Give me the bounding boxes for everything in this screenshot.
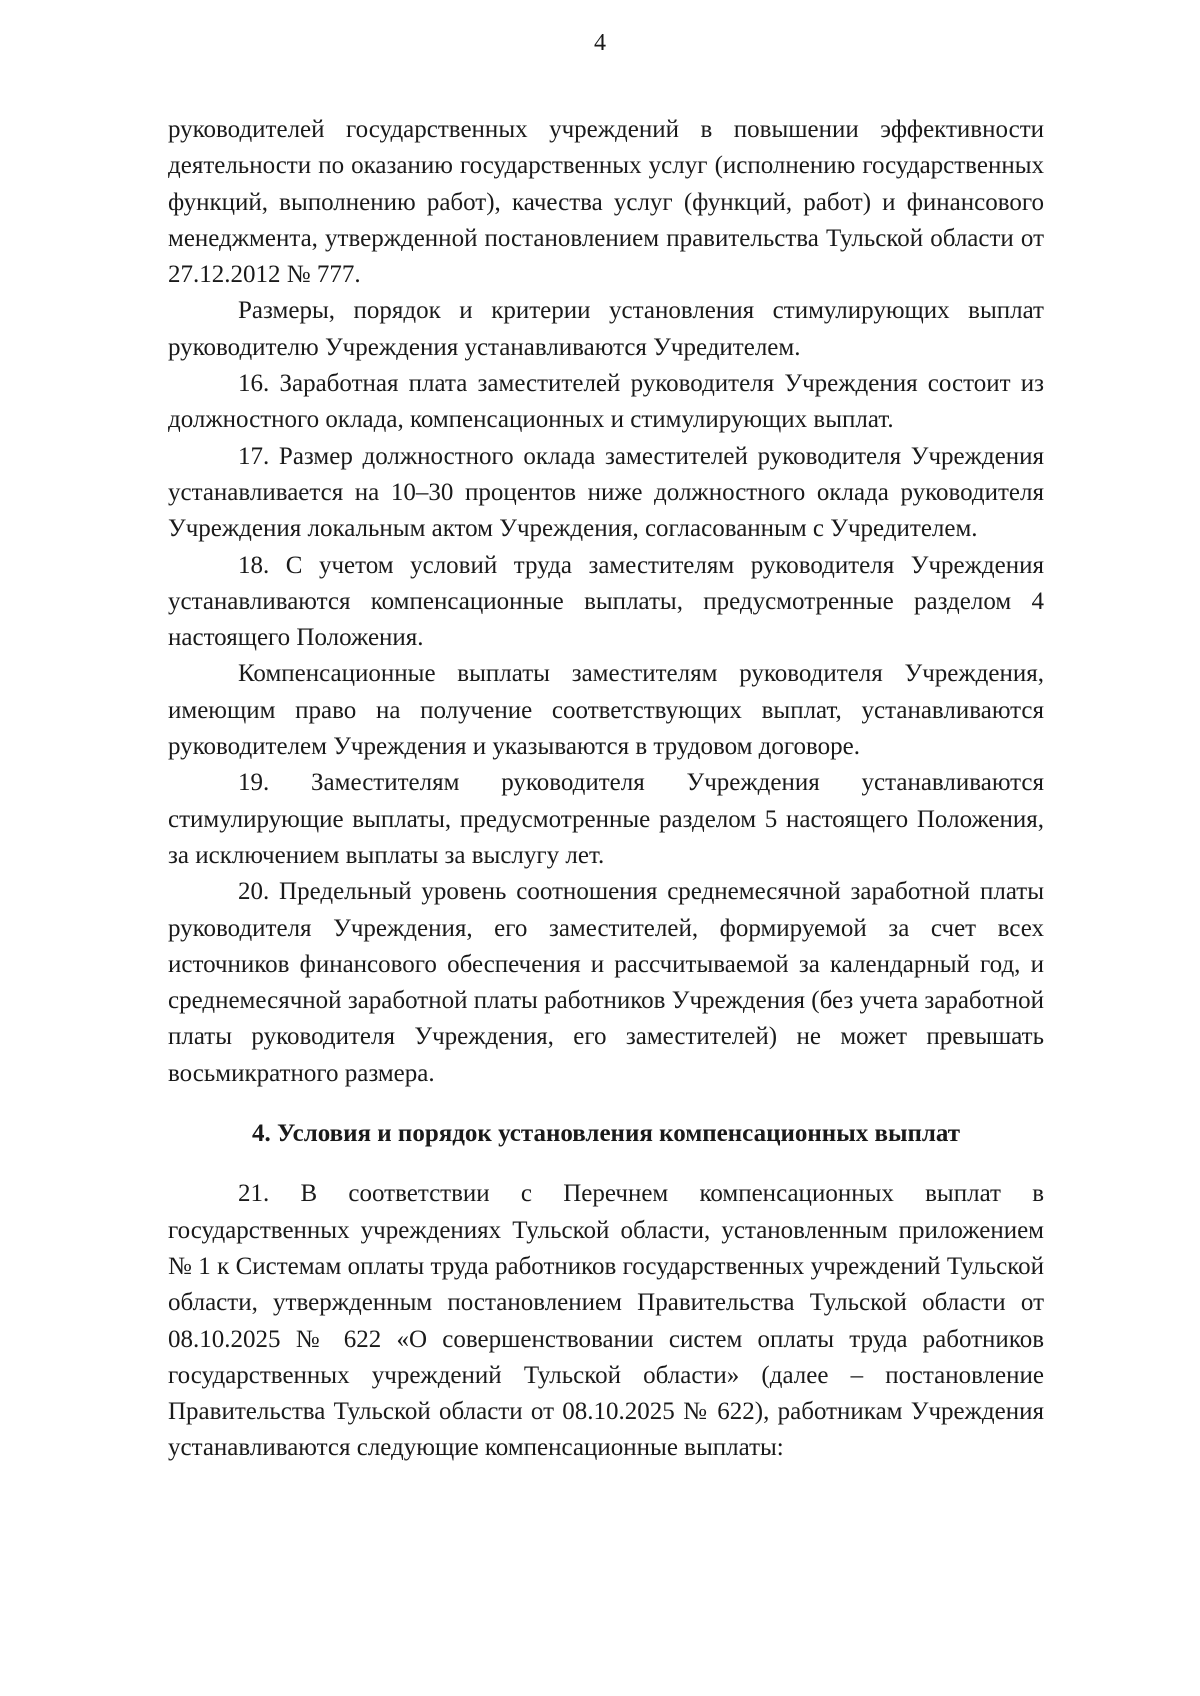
paragraph-item-20: 20. Предельный уровень соотношения среднемесячной заработной платы руководителя Учреждения, его заместителей, формируемой за счет всех источников финансового обеспечения и рассчитываемой за календарный год, и среднемесячной заработной платы работников Учреждения (без учета заработной платы руководителя Учреждения, его заместителей) не может превышать восьмикратного размера. xyxy=(168,878,1044,1087)
paragraph: Размеры, порядок и критерии установления стимулирующих выплат руководителю Учреждения устанавливаются Учредителем. xyxy=(168,297,1044,361)
paragraph: Компенсационные выплаты заместителям руководителя Учреждения, имеющим право на получение соответствующих выплат, устанавливаются руководителем Учреждения и указываются в трудовом договоре. xyxy=(168,660,1044,761)
paragraph-continuation: руководителей государственных учреждений в повышении эффективности деятельности по оказанию государственных услуг (исполнению государственных функций, выполнению работ), качества услуг (функций, работ) и финансового менеджмента, утвержденной постановлением правительства Тульской области от 27.12.2012 № 777. xyxy=(168,116,1044,289)
paragraph-item-21: 21. В соответствии с Перечнем компенсационных выплат в государственных учреждениях Тульской области, установленным приложением № 1 к Системам оплаты труда работников государственных учреждений Тульской области, утвержденным постановлением Правительства Тульской области от 08.10.2025 № 622 «О совершенствовании систем оплаты труда работников государственных учреждений Тульской области» (далее – постановление Правительства Тульской области от 08.10.2025 № 622), работникам Учреждения устанавливаются следующие компенсационные выплаты: xyxy=(168,1180,1044,1462)
section-heading: 4. Условия и порядок установления компенсационных выплат xyxy=(251,1120,961,1148)
document-body xyxy=(168,112,1044,1467)
page-number: 4 xyxy=(594,30,606,56)
paragraph-item-17: 17. Размер должностного оклада заместителей руководителя Учреждения устанавливается на 10–30 процентов ниже должностного оклада руководителя Учреждения локальным актом Учреждения, согласованным с Учредителем. xyxy=(168,442,1044,543)
paragraph-item-19: 19. Заместителям руководителя Учреждения устанавливаются стимулирующие выплаты, предусмотренные разделом 5 настоящего Положения, за исключением выплаты за выслугу лет. xyxy=(168,769,1044,869)
paragraph-item-18: 18. С учетом условий труда заместителям руководителя Учреждения устанавливаются компенсационные выплаты, предусмотренные разделом 4 настоящего Положения. xyxy=(168,551,1044,652)
paragraph-item-16: 16. Заработная плата заместителей руководителя Учреждения состоит из должностного оклада, компенсационных и стимулирующих выплат. xyxy=(168,370,1044,434)
